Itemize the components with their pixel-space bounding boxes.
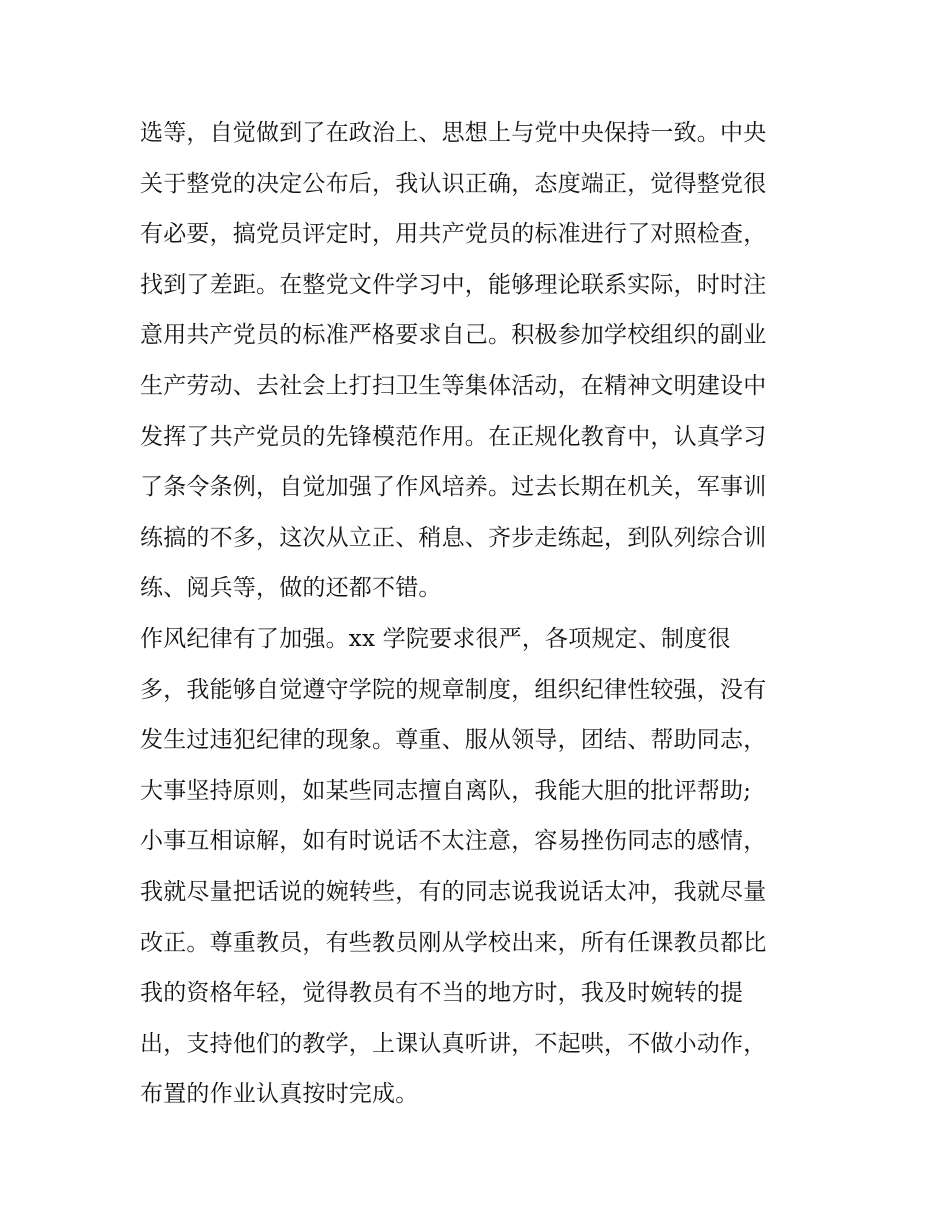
text-line: 小事互相谅解，如有时说话不太注意，容易挫伤同志的感情， (140, 828, 767, 855)
text-line: 改正。尊重教员，有些教员刚从学校出来，所有任课教员都比 (140, 929, 767, 956)
body-text (140, 108, 840, 1120)
text-line: 练搞的不多，这次从立正、稍息、齐步走练起，到队列综合训 (140, 524, 767, 551)
text-line: 选等，自觉做到了在政治上、思想上与党中央保持一致。中央 (140, 120, 767, 146)
text-line: 出，支持他们的教学，上课认真听讲，不起哄，不做小动作， (140, 1030, 767, 1057)
text-line: 我就尽量把话说的婉转些，有的同志说我说话太冲，我就尽量 (140, 878, 767, 905)
text-line: 有必要，搞党员评定时，用共产党员的标准进行了对照检查， (140, 221, 767, 248)
text-line: 发生过违犯纪律的现象。尊重、服从领导，团结、帮助同志， (140, 727, 767, 754)
text-line: 关于整党的决定公布后，我认识正确，态度端正，觉得整党很 (140, 170, 767, 197)
text-line: 我的资格年轻，觉得教员有不当的地方时，我及时婉转的提 (140, 980, 744, 1007)
text-line: 作风纪律有了加强。xx 学院要求很严，各项规定、制度很 (140, 625, 731, 652)
text-line: 多，我能够自觉遵守学院的规章制度，组织纪律性较强，没有 (140, 676, 767, 703)
text-line: 布置的作业认真按时完成。 (140, 1081, 419, 1108)
text-line: 大事坚持原则，如某些同志擅自离队，我能大胆的批评帮助; (140, 777, 752, 804)
text-line: 生产劳动、去社会上打扫卫生等集体活动，在精神文明建设中 (140, 372, 767, 399)
text-line: 发挥了共产党员的先锋模范作用。在正规化教育中，认真学习 (140, 423, 767, 450)
text-line: 了条令条例，自觉加强了作风培养。过去长期在机关，军事训 (140, 474, 767, 501)
text-line: 意用共产党员的标准严格要求自己。积极参加学校组织的副业 (140, 322, 767, 349)
text-line: 练、阅兵等，做的还都不错。 (140, 575, 442, 602)
text-line: 找到了差距。在整党文件学习中，能够理论联系实际，时时注 (140, 271, 767, 298)
